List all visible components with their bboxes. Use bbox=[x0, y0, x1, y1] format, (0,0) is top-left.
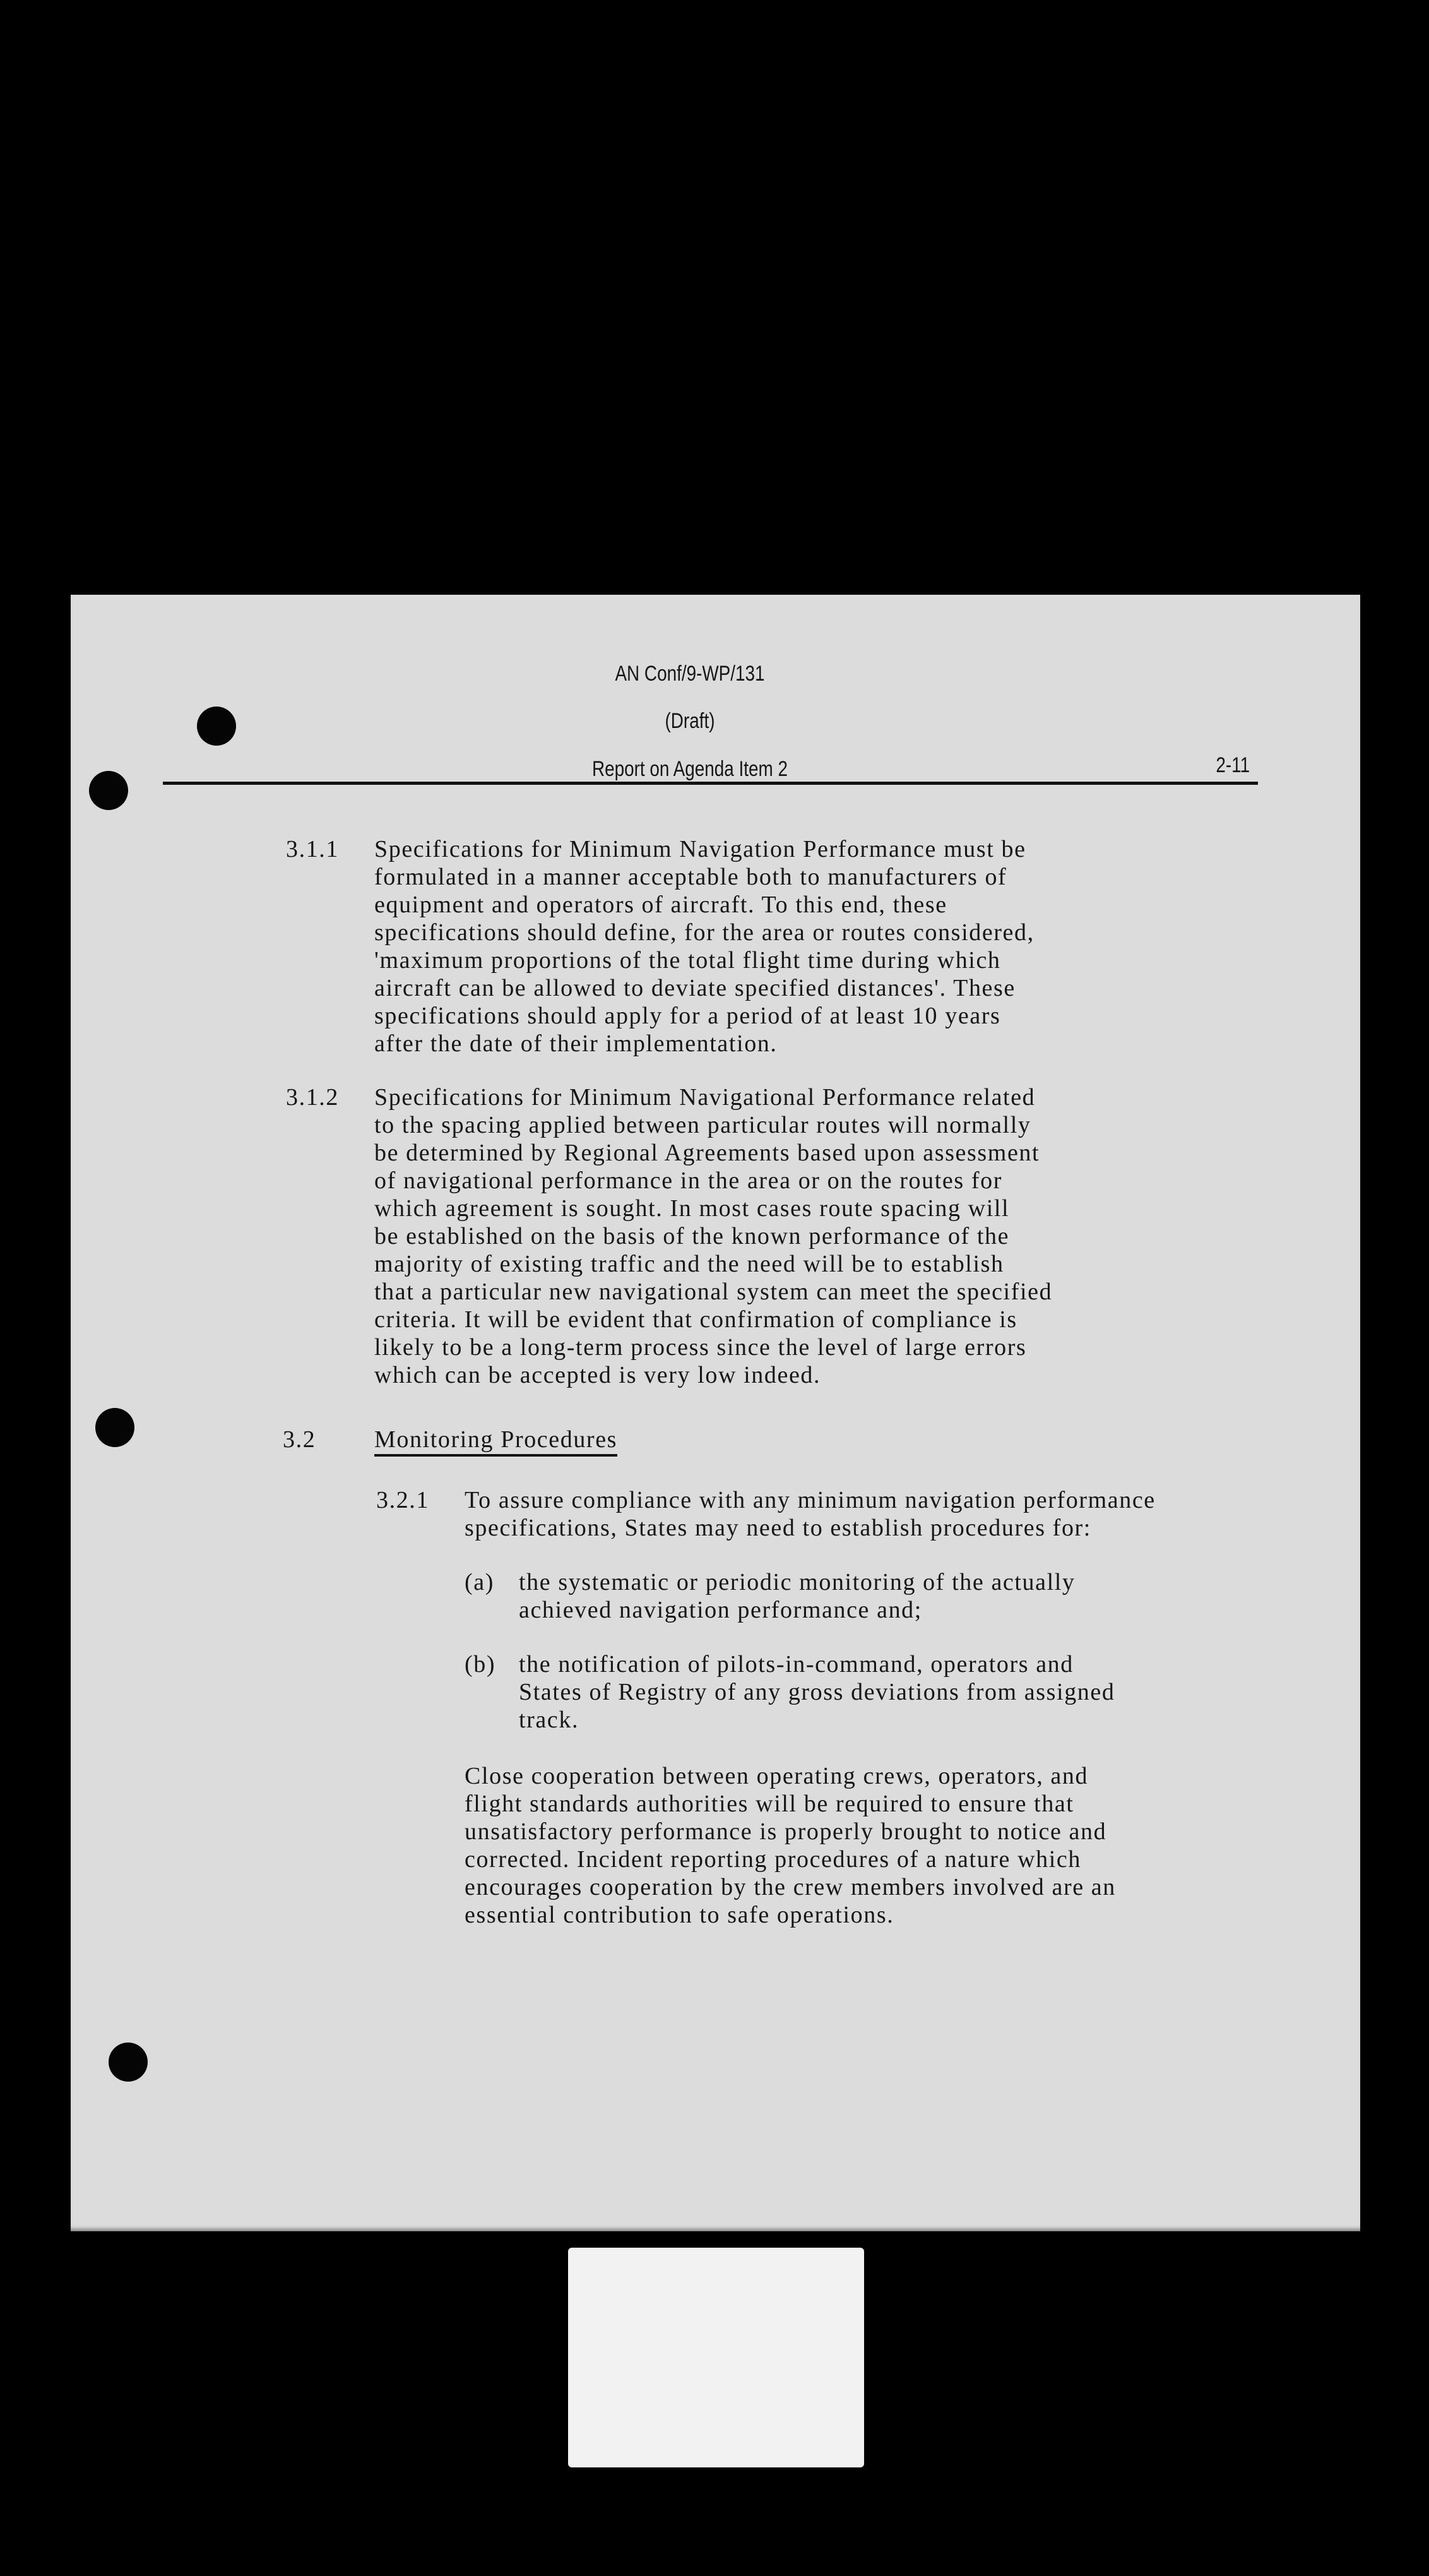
text-line: equipment and operators of aircraft. To this end, these bbox=[374, 891, 947, 918]
punch-hole bbox=[197, 707, 236, 746]
text-line: of navigational performance in the area or on the routes for bbox=[374, 1167, 1002, 1194]
text-line: To assure compliance with any minimum navigation performance bbox=[465, 1487, 1156, 1513]
text-line: States of Registry of any gross deviations from assigned bbox=[519, 1679, 1115, 1705]
text-line: the notification of pilots-in-command, operators and bbox=[519, 1651, 1074, 1678]
text-line: majority of existing traffic and the need will be to establish bbox=[374, 1251, 1004, 1277]
punch-hole bbox=[109, 2042, 148, 2082]
text-line: to the spacing applied between particular routes will normally bbox=[374, 1112, 1031, 1138]
text-line: track. bbox=[519, 1707, 579, 1733]
item-a bbox=[519, 1568, 1076, 1624]
text-line: essential contribution to safe operations. bbox=[465, 1902, 894, 1928]
header-rule bbox=[163, 782, 1258, 785]
text-line: aircraft can be allowed to deviate specified distances'. These bbox=[374, 975, 1016, 1001]
text-line: encourages cooperation by the crew members involved are an bbox=[465, 1874, 1116, 1900]
section-number: 3.1.1 bbox=[286, 836, 339, 862]
heading-text: Monitoring Procedures bbox=[374, 1426, 617, 1457]
text-line: which can be accepted is very low indeed. bbox=[374, 1362, 821, 1388]
item-label: (a) bbox=[465, 1569, 494, 1595]
item-b bbox=[519, 1650, 1115, 1734]
text-line: the systematic or periodic monitoring of the actually bbox=[519, 1569, 1076, 1595]
text-line: Specifications for Minimum Navigational Performance related bbox=[374, 1084, 1036, 1111]
page-number: 2-11 bbox=[1216, 753, 1250, 777]
paragraph-3-1-1 bbox=[374, 835, 1035, 1058]
section-heading bbox=[374, 1426, 617, 1453]
text-line: specifications should define, for the area or routes considered, bbox=[374, 919, 1035, 946]
text-line: unsatisfactory performance is properly brought to notice and bbox=[465, 1818, 1107, 1845]
text-line: achieved navigation performance and; bbox=[519, 1597, 922, 1623]
doc-id: AN Conf/9-WP/131 bbox=[615, 662, 765, 686]
closing-paragraph bbox=[465, 1762, 1116, 1929]
section-number: 3.2 bbox=[283, 1426, 316, 1453]
report-title: Report on Agenda Item 2 bbox=[591, 757, 788, 781]
text-line: that a particular new navigational system can meet the specified bbox=[374, 1279, 1053, 1305]
text-line: specifications should apply for a period of at least 10 years bbox=[374, 1003, 1001, 1029]
paragraph-3-2-1 bbox=[465, 1486, 1156, 1542]
item-label: (b) bbox=[465, 1651, 496, 1678]
text-line: 'maximum proportions of the total flight time during which bbox=[374, 947, 1001, 974]
text-line: flight standards authorities will be required to ensure that bbox=[465, 1791, 1074, 1817]
blank-card bbox=[568, 2248, 864, 2467]
text-line: specifications, States may need to establish procedures for: bbox=[465, 1515, 1091, 1541]
text-line: be determined by Regional Agreements based upon assessment bbox=[374, 1140, 1040, 1166]
text-line: which agreement is sought. In most cases route spacing will bbox=[374, 1195, 1010, 1222]
section-number: 3.1.2 bbox=[286, 1084, 339, 1111]
text-line: likely to be a long-term process since the level of large errors bbox=[374, 1334, 1027, 1361]
section-number: 3.2.1 bbox=[376, 1487, 429, 1513]
punch-hole bbox=[89, 771, 128, 810]
punch-hole bbox=[95, 1408, 134, 1447]
draft-status: (Draft) bbox=[665, 709, 715, 733]
text-line: formulated in a manner acceptable both to manufacturers of bbox=[374, 864, 1007, 890]
text-line: Close cooperation between operating crews, operators, and bbox=[465, 1763, 1089, 1789]
paragraph-3-1-2 bbox=[374, 1083, 1052, 1389]
text-line: Specifications for Minimum Navigation Performance must be bbox=[374, 836, 1026, 862]
text-line: criteria. It will be evident that confirmation of compliance is bbox=[374, 1306, 1017, 1333]
text-line: be established on the basis of the known performance of the bbox=[374, 1223, 1010, 1249]
text-line: after the date of their implementation. bbox=[374, 1030, 778, 1057]
text-line: corrected. Incident reporting procedures of a nature which bbox=[465, 1846, 1081, 1873]
